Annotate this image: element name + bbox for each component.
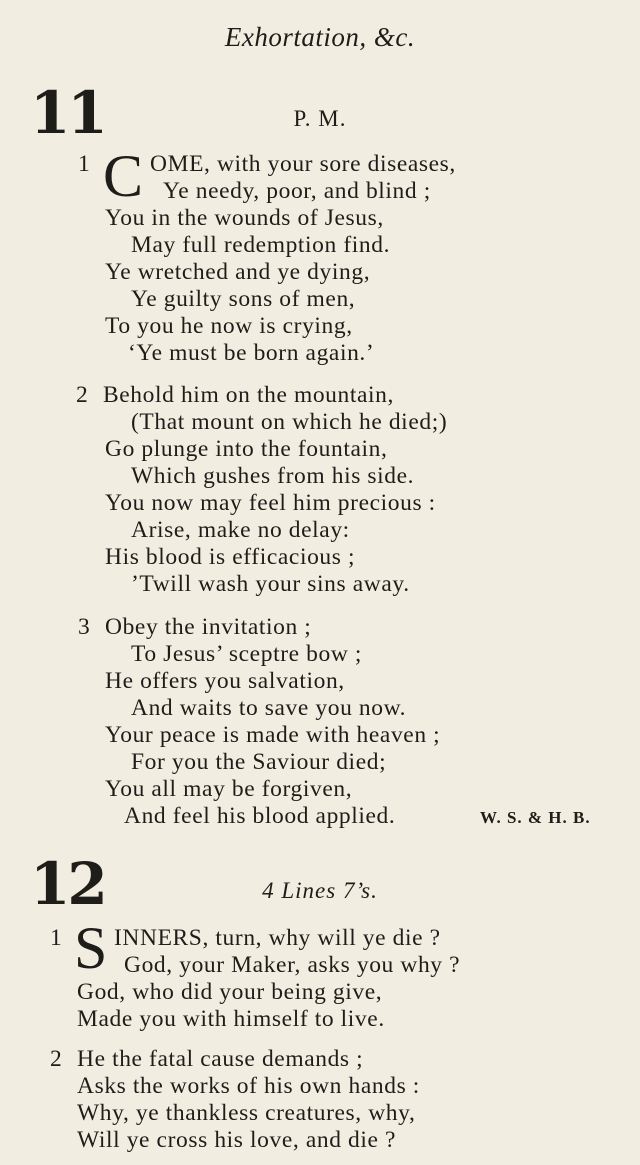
hymn-meter: 4 Lines 7’s. (262, 878, 378, 903)
verse-line: To you he now is crying, (105, 313, 353, 339)
verse-number: 2 (76, 382, 88, 408)
verse-line: Will ye cross his love, and die ? (77, 1127, 397, 1153)
verse-line: (That mount on which he died;) (131, 409, 448, 435)
verse-line: Which gushes from his side. (131, 463, 415, 489)
verse-number: 2 (50, 1046, 62, 1072)
verse-line: God, your Maker, asks you why ? (124, 952, 461, 978)
hymn-meter: P. M. (293, 106, 347, 131)
running-head: Exhortation, &c. (224, 22, 416, 52)
verse-line: You all may be forgiven, (105, 776, 353, 802)
verse-line: INNERS, turn, why will ye die ? (114, 925, 441, 951)
verse-line: And waits to save you now. (131, 695, 407, 721)
verse-line: And feel his blood applied. (124, 803, 396, 829)
verse-line: ’Twill wash your sins away. (131, 571, 410, 597)
verse-line: For you the Saviour died; (131, 749, 387, 775)
verse-line: Ye guilty sons of men, (131, 286, 356, 312)
verse-line: God, who did your being give, (77, 979, 383, 1005)
verse-line: ‘Ye must be born again.’ (128, 340, 375, 366)
verse-line: Go plunge into the fountain, (105, 436, 388, 462)
drop-cap: S (74, 915, 108, 981)
verse-line: You in the wounds of Jesus, (105, 205, 384, 231)
verse-number: 1 (50, 925, 62, 951)
verse-line: Ye needy, poor, and blind ; (163, 178, 431, 204)
verse-line: He the fatal cause demands ; (77, 1046, 364, 1072)
verse-line: Ye wretched and ye dying, (105, 259, 371, 285)
verse-line: You now may feel him precious : (105, 490, 436, 516)
hymn-number: 11 (30, 79, 105, 147)
verse-line: Made you with himself to live. (77, 1006, 385, 1032)
verse-line: Your peace is made with heaven ; (105, 722, 441, 748)
verse-line: To Jesus’ sceptre bow ; (131, 641, 363, 667)
verse-line: Why, ye thankless creatures, why, (77, 1100, 416, 1126)
hymn-number: 12 (30, 850, 105, 918)
drop-cap: C (103, 143, 144, 209)
verse-number: 3 (78, 614, 90, 640)
verse-line: Arise, make no delay: (131, 517, 350, 543)
verse-line: OME, with your sore diseases, (150, 151, 456, 177)
verse-line: His blood is efficacious ; (105, 544, 356, 570)
verse-line: Behold him on the mountain, (103, 382, 394, 408)
verse-line: He offers you salvation, (105, 668, 345, 694)
verse-line: Asks the works of his own hands : (77, 1073, 420, 1099)
verse-line: Obey the invitation ; (105, 614, 312, 640)
verse-line: May full redemption find. (131, 232, 391, 258)
author-initials: W. S. & H. B. (480, 808, 591, 827)
verse-number: 1 (78, 151, 90, 177)
